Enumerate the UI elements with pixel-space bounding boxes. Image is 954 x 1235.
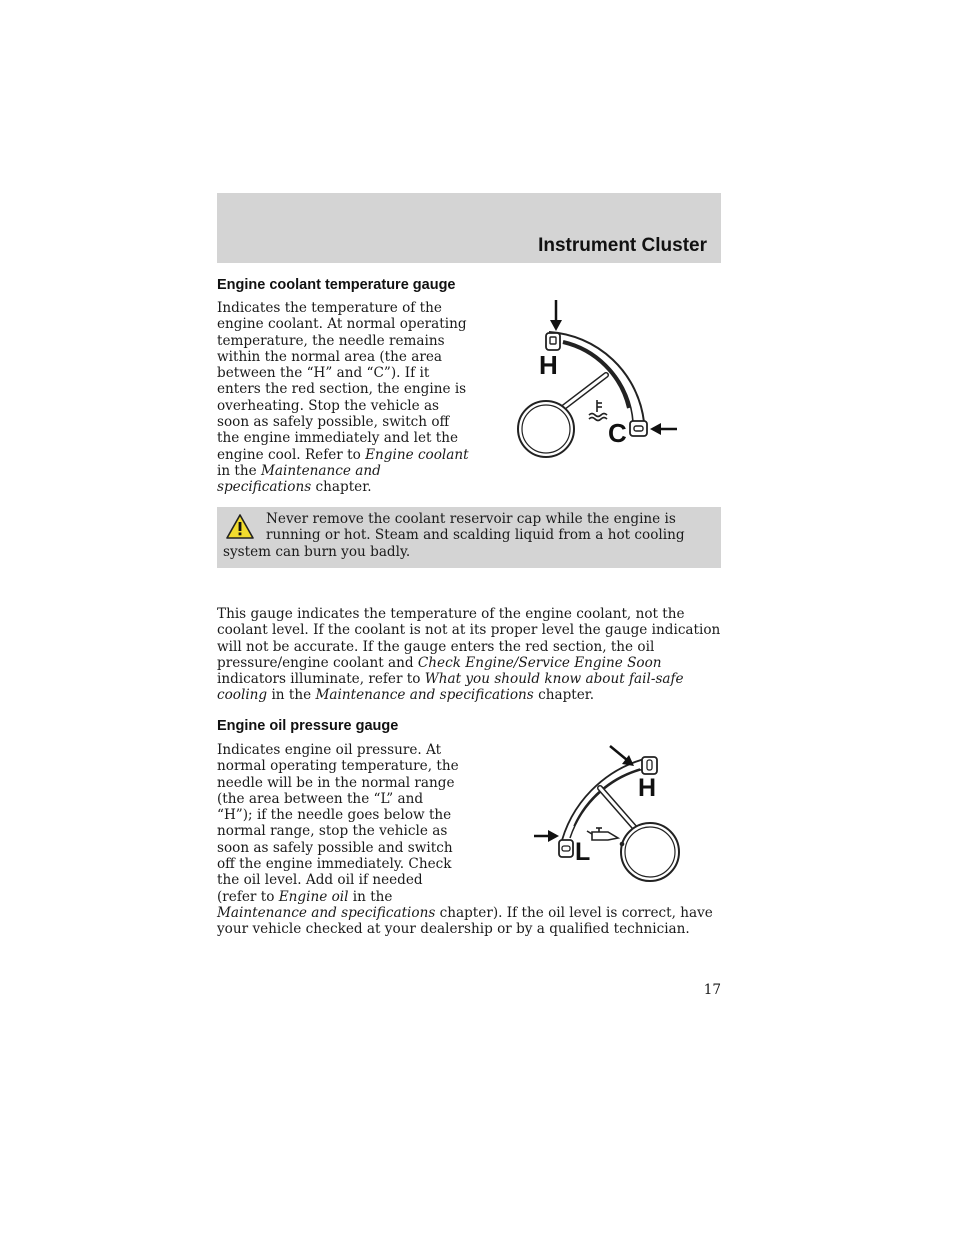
fail-safe-cooling-reference: What you should know about fail-safe cooling bbox=[217, 671, 684, 704]
gauge-top-marker bbox=[546, 333, 560, 350]
oil-gauge-label-h: H bbox=[638, 774, 657, 802]
coolant-thermometer-icon bbox=[589, 400, 607, 421]
check-engine-reference: Check Engine/Service Engine Soon bbox=[417, 654, 662, 671]
coolant-gauge-heading: Engine coolant temperature gauge bbox=[217, 277, 456, 293]
warning-text: Never remove the coolant reservoir cap while the engine is running or hot. Steam and scalding liquid from a hot cooling system can burn you badly. bbox=[223, 511, 685, 560]
page-number: 17 bbox=[703, 982, 721, 998]
maintenance-reference: Maintenance and specifications bbox=[315, 687, 534, 704]
warning-box bbox=[217, 507, 721, 568]
engine-oil-reference: Engine oil bbox=[278, 888, 349, 905]
oil-gauge-heading: Engine oil pressure gauge bbox=[217, 718, 399, 734]
chapter-header bbox=[217, 193, 721, 263]
chapter-title: Instrument Cluster bbox=[538, 235, 707, 256]
coolant-gauge-description: Indicates the temperature of the engine coolant. At normal operating temperature, the needle remains within the normal area (the area between the “H” and “C”). If it enters the red section, the engine is overheating. Stop the vehicle as soon as safely possible, switch off the engine immediately and let the engine cool. Refer to Engine coolant in the Maintenance and specifications chapter. bbox=[217, 300, 469, 496]
engine-coolant-reference: Engine coolant bbox=[365, 446, 469, 463]
gauge-label-c: C bbox=[608, 418, 627, 448]
gauge-bottom-marker bbox=[630, 421, 647, 436]
coolant-gauge-note: This gauge indicates the temperature of the engine coolant, not the coolant level. If the coolant is not at its proper level the gauge indication will not be accurate. If the gauge enters the red section, the oil pressure/engine coolant and Check Engine/Service Engine Soon indicators illuminate, refer to What you should know about fail-safe cooling in the Maintenance and specifications chapter. bbox=[217, 606, 721, 704]
maintenance-reference: Maintenance and specifications bbox=[217, 462, 381, 496]
oil-gauge-label-l: L bbox=[575, 838, 591, 866]
coolant-temperature-gauge-figure bbox=[505, 298, 685, 468]
gauge-label-h: H bbox=[539, 350, 558, 380]
oil-gauge-description: Indicates engine oil pressure. At normal operating temperature, the needle will be in the normal range (the area between the “L” and “H”); if the needle goes below the normal range, stop the vehicle as soon as safely possible and switch off the engine immediately. Check the oil level. Add oil if needed (refer to Engine oil in the Maintenance and specifications chapter). If the oil level is correct, have your vehicle checked at your dealership or by a qualified technician. bbox=[217, 742, 713, 938]
maintenance-reference: Maintenance and specifications bbox=[217, 904, 436, 921]
